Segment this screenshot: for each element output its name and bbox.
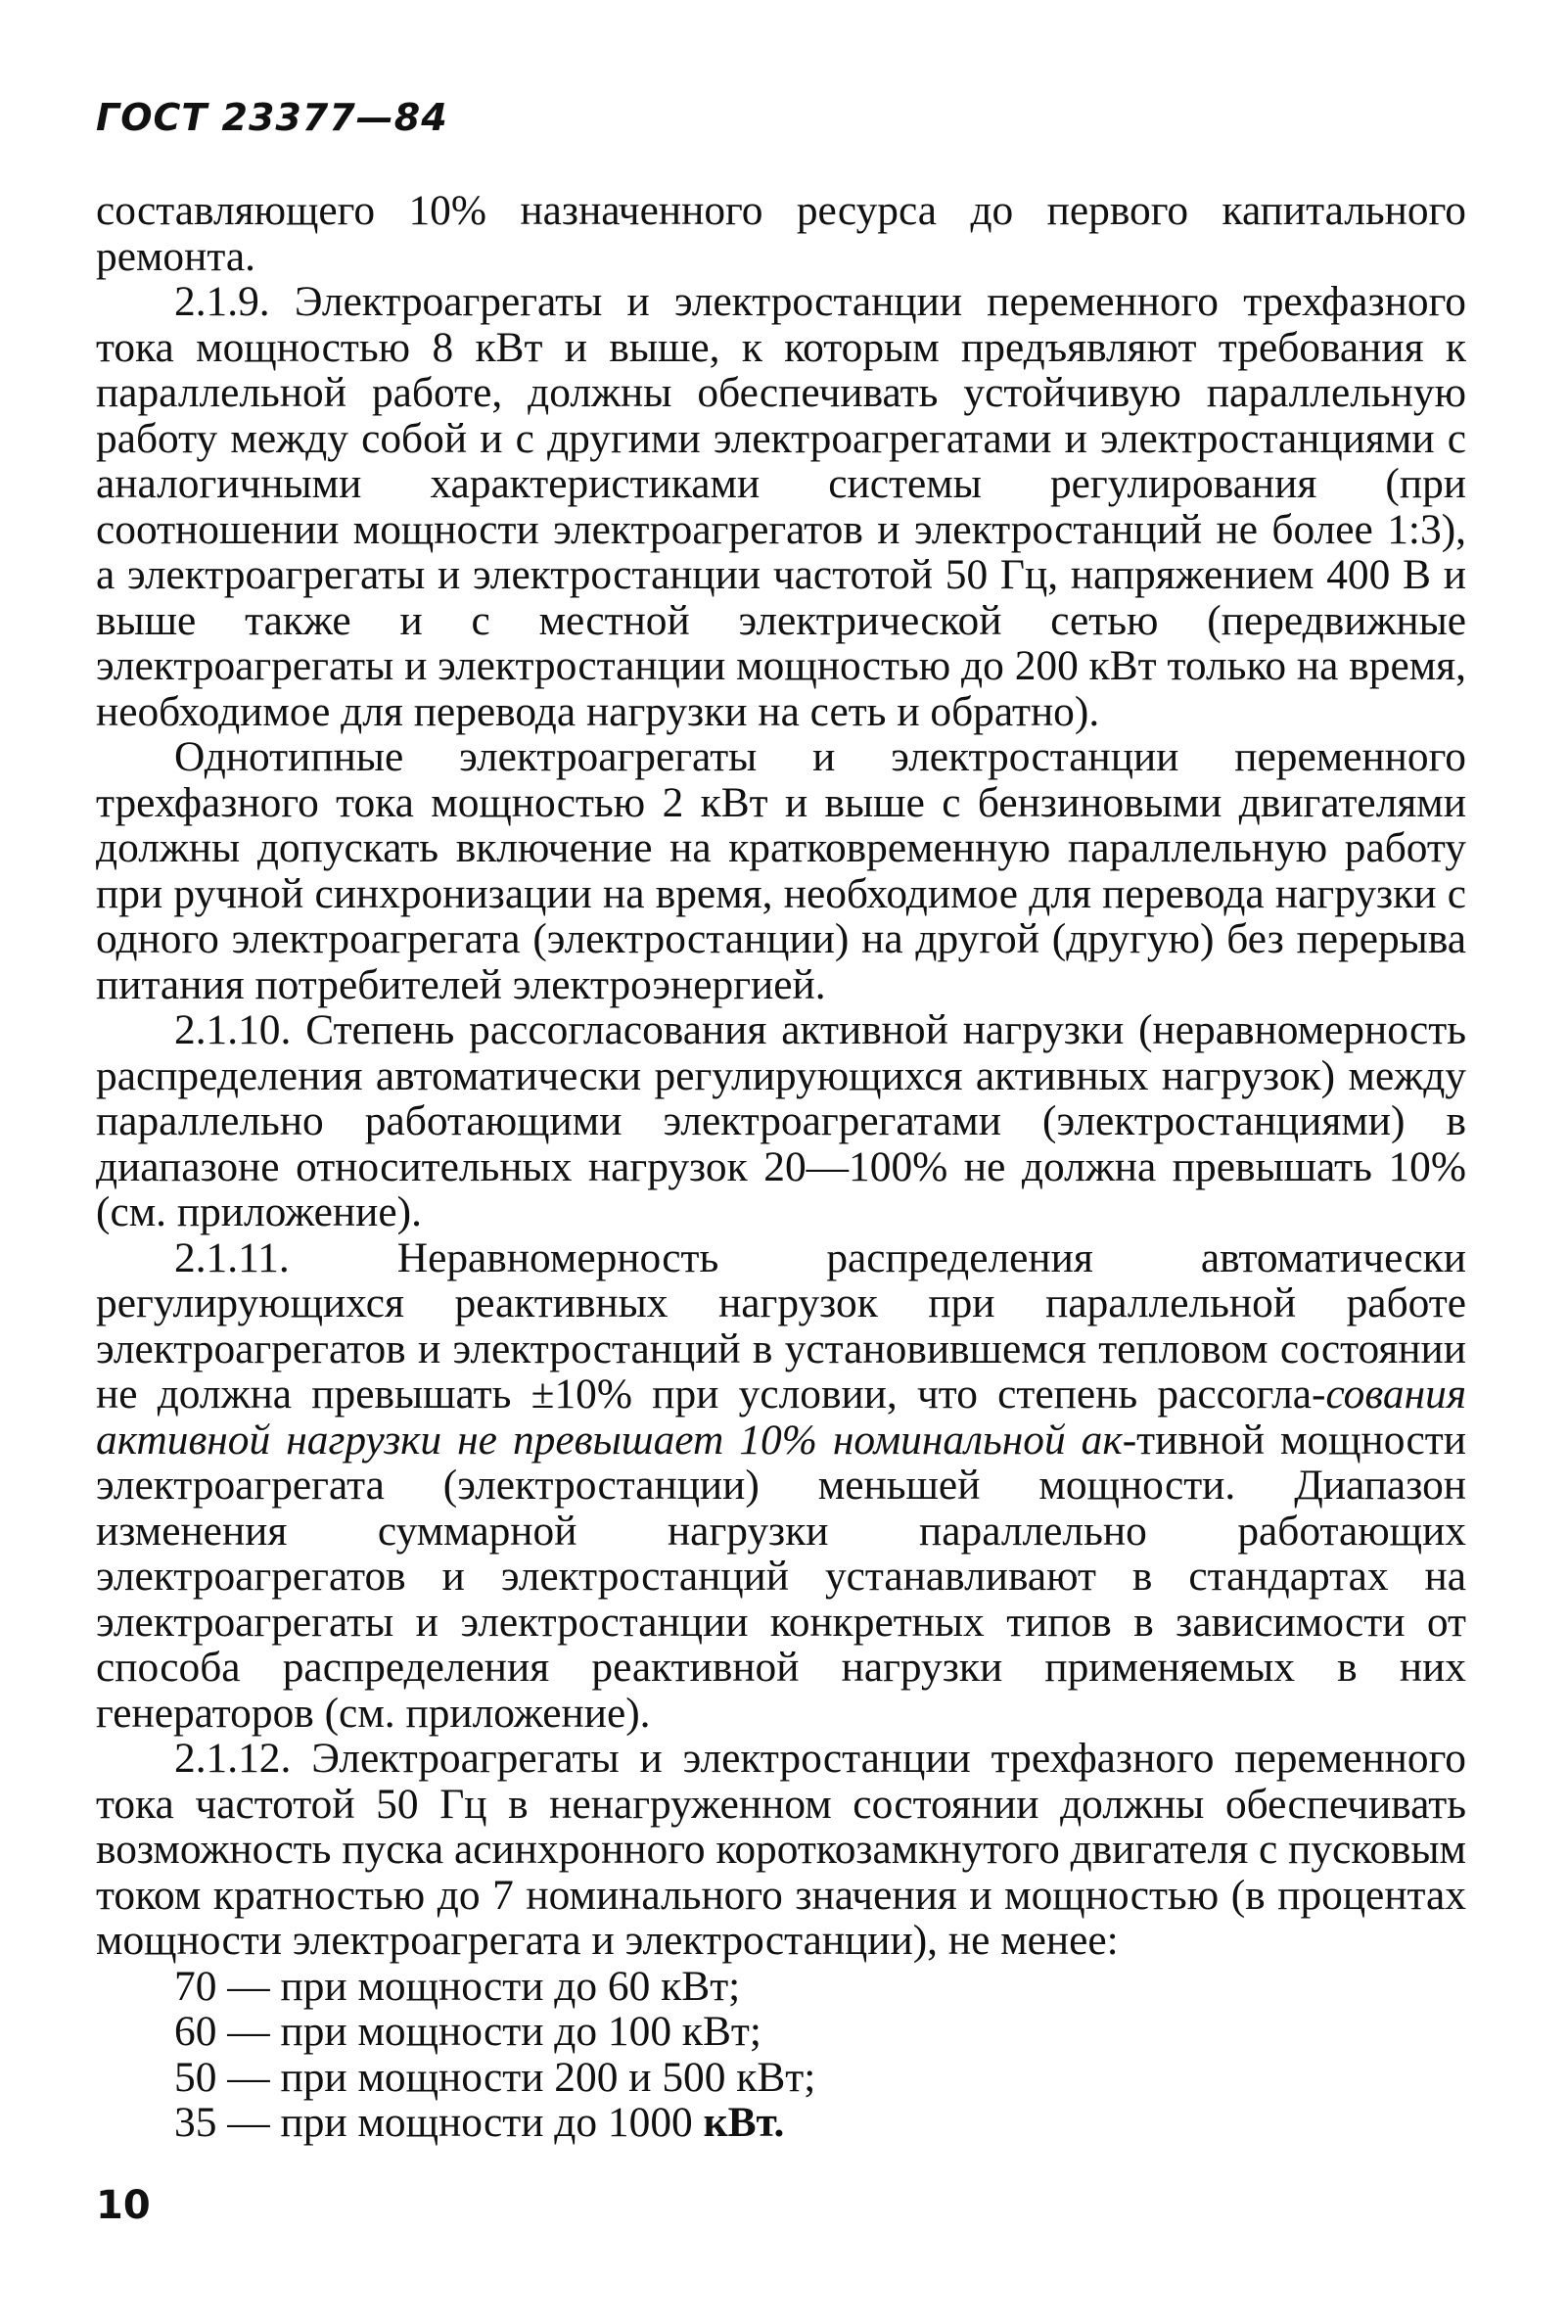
list-item: 60 — при мощности до 100 кВт; <box>174 2008 761 2055</box>
clause-2-1-11-text-a: 2.1.11. Неравномерность распределения автоматически регулирующихся реактивных нагрузок при параллельной работе электроагрегатов и электростанций в установившемся тепловом состоянии не должна превышать ±10% при условии, что степень рассогла <box>96 1233 1466 1418</box>
clause-2-1-11: 2.1.11. Неравномерность распределения автоматически регулирующихся реактивных нагрузок при параллельной работе электроагрегатов и электростанций в установившемся тепловом состоянии не должна превышать ±10% при условии, что степень рассогла-сования активной нагрузки не превышает 10% номинальной ак-тивной мощности электроагрегата (электростанции) меньшей мощности. Диапазон изменения суммарной нагрузки параллельно работающих электроагрегатов и электростанций устанавливают в стандартах на электроагрегаты и электростанции конкретных типов в зависимости от способа распределения реактивной нагрузки применяемых в них генераторов (см. приложение). <box>96 1233 1466 1737</box>
clause-2-1-11-italic: сования активной нагрузки не превышает 10% номинальной ак <box>96 1371 1466 1464</box>
clause-2-1-9: 2.1.9. Электроагрегаты и электростанции переменного трехфазного тока мощностью 8 кВт и выше, к которым предъявляют требования к параллельной работе, должны обеспечивать устойчивую параллельную работу между собой и с другими электроагрегатами и электростанциями с аналогичными характеристиками системы регулирования (при соотношении мощности электроагрегатов и электростанций не более 1:3), а электроагрегаты и электростанции частотой 50 Гц, напряжением 400 В и выше также и с местной электрической сетью (передвижные электроагрегаты и электростанции мощностью до 200 кВт только на время, необходимое для перевода нагрузки на сеть и обратно). <box>96 278 1466 735</box>
list-item <box>96 2100 1466 2146</box>
continuation-paragraph: составляющего 10% назначенного ресурса до первого капитального ремонта. <box>96 187 1466 280</box>
page-number: 10 <box>96 2183 151 2228</box>
power-list <box>96 1964 1466 2146</box>
list-item-unit: кВт. <box>703 2099 785 2146</box>
list-item: 70 — при мощности до 60 кВт; <box>174 1962 741 2010</box>
list-item-text: 35 — при мощности до 1000 <box>174 2099 704 2146</box>
clause-2-1-9-paragraph-2: Однотипные электроагрегаты и электростанции переменного трехфазного тока мощностью 2 кВт и выше с бензиновыми двигателями должны допускать включение на кратковременную параллельную работу при ручной синхронизации на время, необходимое для перевода нагрузки с одного электроагрегата (электростанции) на другой (другую) без перерыва питания потребителей электроэнергией. <box>96 733 1466 1008</box>
clause-2-1-11-text-b: тивной мощности электроагрегата (электростанции) меньшей мощности. Диапазон изменения суммарной нагрузки параллельно работающих электроагрегатов и электростанций устанавливают в стандартах на электроагрегаты и электростанции конкретных типов в зависимости от способа распределения реактивной нагрузки применяемых в них генераторов (см. приложение). <box>96 1416 1466 1737</box>
document-body <box>96 188 1466 2146</box>
clause-2-1-12: 2.1.12. Электроагрегаты и электростанции трехфазного переменного тока частотой 50 Гц в ненагруженном состоянии должны обеспечивать возможность пуска асинхронного короткозамкнутого двигателя с пусковым током кратностью до 7 номинального значения и мощностью (в процентах мощности электроагрегата и электростанции), не менее: <box>96 1735 1466 1964</box>
list-item: 50 — при мощности 200 и 500 кВт; <box>174 2053 816 2101</box>
clause-2-1-10: 2.1.10. Степень рассогласования активной нагрузки (неравномерность распределения автоматически регулирующихся активных нагрузок) между параллельно работающими электроагрегатами (электростанциями) в диапазоне относительных нагрузок 20—100% не должна превышать 10% (см. приложение). <box>96 1006 1466 1235</box>
document-header: ГОСТ 23377—84 <box>96 96 448 139</box>
